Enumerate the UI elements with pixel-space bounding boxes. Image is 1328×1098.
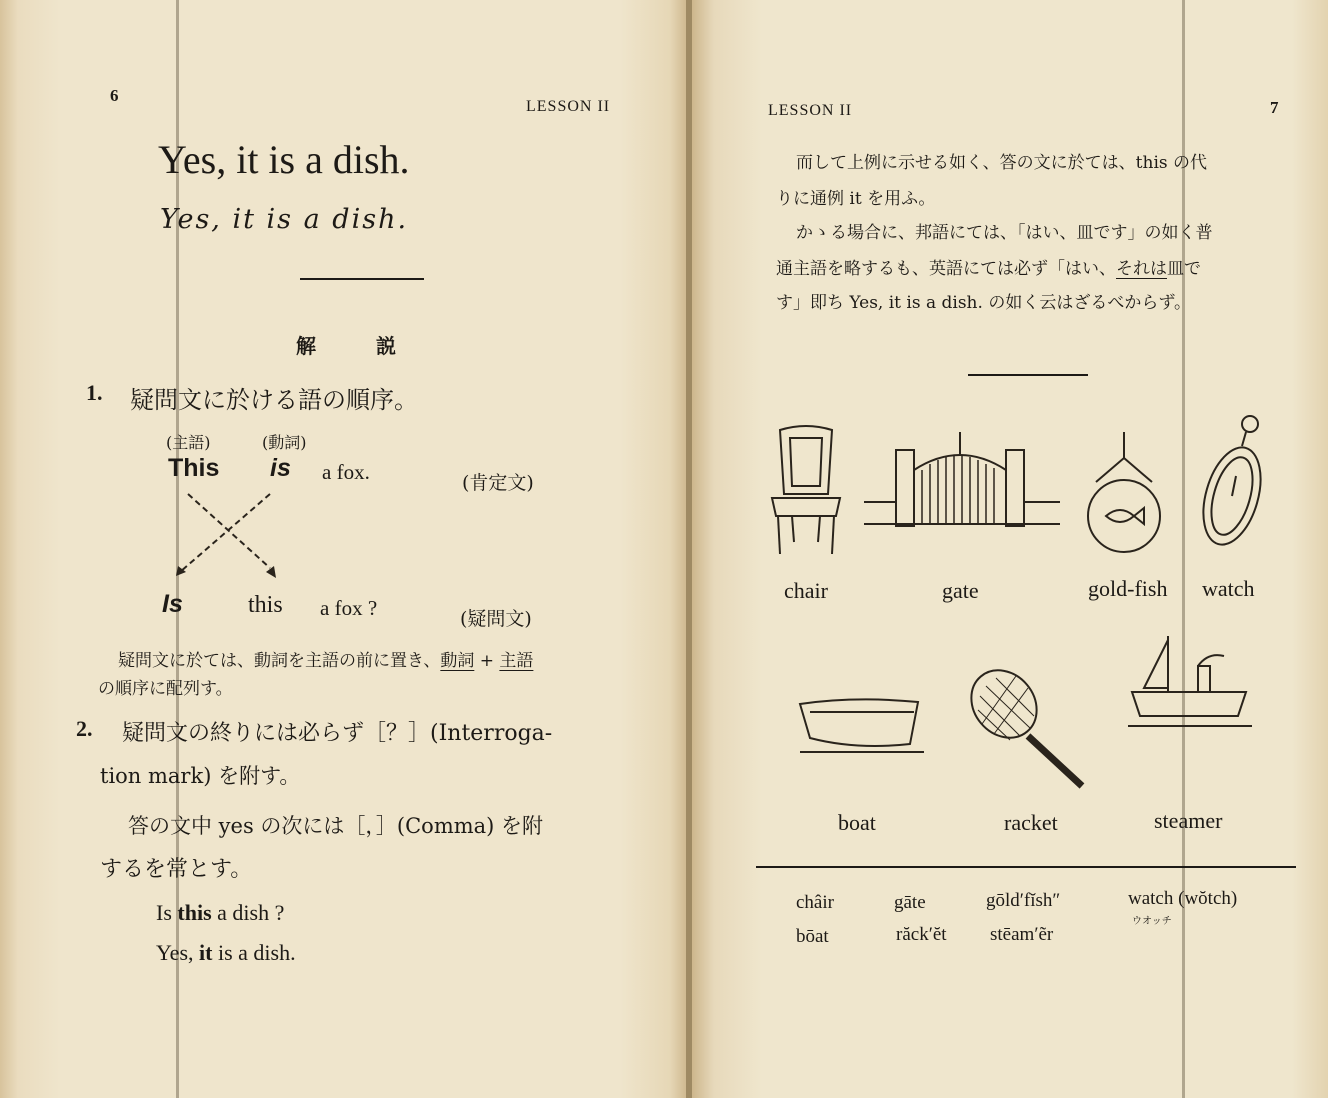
example-word: a fox ?: [320, 596, 378, 620]
sentence-type-note: (疑問文): [460, 608, 532, 630]
pronunciation: bōat: [796, 926, 829, 947]
body-part: 通主語を略するも、英語にては必ず「はい、: [776, 259, 1116, 279]
lesson-title-print: Yes, it is a dish.: [158, 137, 410, 182]
example-word: Is: [162, 590, 183, 618]
chair-icon: [766, 424, 846, 560]
pronunciation: răck′ĕt: [896, 924, 947, 945]
picture-label: steamer: [1154, 808, 1223, 833]
explanation-text: [118, 646, 533, 671]
lesson-title-script: Yes, it is a dish.: [160, 204, 409, 235]
racket-icon: [966, 666, 1094, 794]
body-text: かゝる場合に、邦語にては、「はい、皿です」の如く普: [796, 223, 1213, 243]
example-part: is a dish.: [212, 940, 296, 965]
example-question: [156, 900, 284, 926]
sentence-type-note: (肯定文): [462, 472, 534, 494]
picture-label: gold-fish: [1088, 576, 1168, 601]
example-answer: [156, 940, 296, 966]
picture-label: gate: [942, 578, 979, 603]
goldfish-bowl-icon: [1076, 432, 1172, 556]
word-swap-diagram: [160, 488, 300, 588]
body-text: [776, 254, 1201, 279]
page-number: 7: [1270, 98, 1279, 117]
divider: [300, 278, 424, 280]
example-word: this: [248, 592, 283, 618]
running-header: LESSON II: [526, 98, 611, 115]
item-heading: 疑問文に於ける語の順序。: [130, 386, 418, 414]
verb-label: (動詞): [262, 433, 307, 452]
example-word: is: [270, 454, 291, 482]
body-text: 而して上例に示せる如く、答の文に於ては、this の代: [796, 153, 1208, 173]
pronunciation: gāte: [894, 892, 926, 913]
item-number: 1.: [86, 380, 103, 405]
item-text: tion mark) を附す。: [100, 764, 301, 788]
example-part: Yes,: [156, 940, 200, 965]
right-page: [692, 0, 1328, 1098]
explanation-plus: +: [474, 651, 500, 671]
example-part: a dish ?: [211, 900, 285, 925]
example-part: Is: [156, 900, 178, 925]
steamer-icon: [1128, 632, 1252, 732]
explanation-verb: 動詞: [440, 651, 475, 671]
page-number: 6: [110, 86, 119, 105]
picture-label: boat: [838, 810, 876, 835]
picture-label: racket: [1004, 810, 1058, 835]
running-header: LESSON II: [768, 102, 853, 119]
pocket-watch-icon: [1196, 412, 1276, 552]
boat-icon: [796, 694, 926, 754]
item-number: 2.: [76, 716, 93, 741]
pronunciation: stēam′ẽr: [990, 924, 1054, 945]
item-text: 答の文中 yes の次には［，］(Comma) を附: [128, 814, 544, 838]
subject-label: (主語): [166, 433, 211, 452]
pronunciation: châir: [796, 892, 834, 913]
pronunciation: gōld′fĭsh″: [986, 890, 1061, 911]
example-emphasis: this: [177, 900, 212, 925]
pronunciation: watch (wŏtch): [1128, 888, 1238, 909]
example-word: This: [168, 454, 220, 482]
example-word: a fox.: [322, 460, 370, 484]
picture-label: chair: [784, 578, 828, 603]
divider: [968, 374, 1088, 376]
explanation-text: の順序に配列す。: [98, 679, 233, 699]
section-heading: 解 説: [296, 334, 396, 358]
body-part: 皿で: [1167, 259, 1201, 279]
item-text: するを常とす。: [100, 857, 253, 882]
body-text: りに通例 it を用ふ。: [776, 189, 936, 209]
rule: [756, 866, 1296, 868]
example-emphasis: it: [199, 940, 213, 965]
body-underlined: それは: [1116, 259, 1167, 279]
explanation-part: 疑問文に於ては、動詞を主語の前に置き、: [118, 651, 441, 671]
item-text: 疑問文の終りには必らず［？］(Interroga-: [122, 721, 553, 746]
gate-icon: [864, 430, 1060, 530]
explanation-subject: 主語: [499, 651, 534, 671]
furigana: ウオッチ: [1132, 916, 1172, 927]
body-text: す」即ち Yes, it is a dish. の如く云はざるべからず。: [776, 293, 1191, 313]
picture-label: watch: [1202, 576, 1255, 601]
